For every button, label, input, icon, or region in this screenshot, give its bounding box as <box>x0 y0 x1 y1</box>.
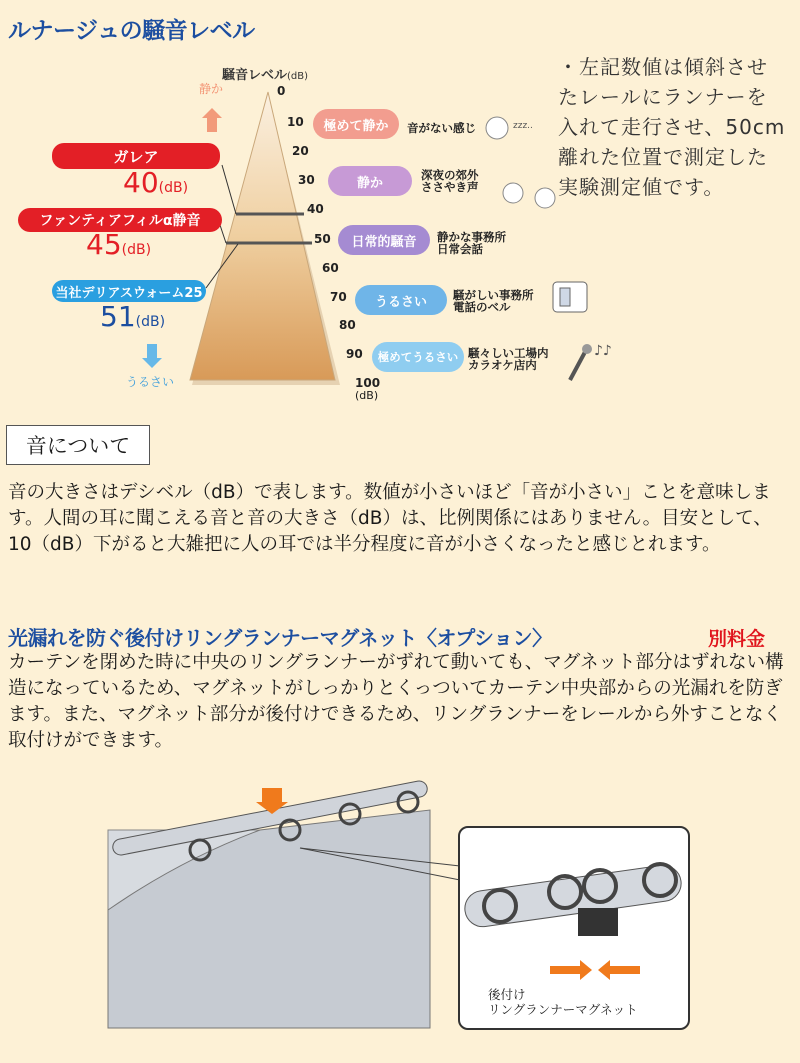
level-desc-line: 深夜の郊外 <box>421 168 479 182</box>
level-desc-line: 日常会話 <box>437 242 483 256</box>
tick-label: 100 <box>355 376 381 390</box>
product-label: 当社デリアスウォーム25 <box>52 280 206 302</box>
level-desc-line: 騒々しい工場内 <box>468 346 549 360</box>
product-label: ファンティアフィルα静音 <box>18 208 222 232</box>
tick-unit: (dB) <box>355 389 379 402</box>
level-pill: うるさい <box>355 285 447 315</box>
snore-text: zzz.. <box>513 121 533 131</box>
level-desc <box>437 231 506 255</box>
right-arrow-icon <box>598 960 640 980</box>
magnet-block <box>578 908 618 936</box>
level-desc-line: 静かな事務所 <box>437 230 506 244</box>
level-desc-line: 電話のベル <box>453 300 511 314</box>
axis-unit: (dB) <box>287 71 309 82</box>
tick-label: 30 <box>298 173 315 187</box>
product-value <box>123 166 188 199</box>
level-desc-line: カラオケ店内 <box>468 358 537 372</box>
extra-charge-tag: 別料金 <box>708 628 766 650</box>
sleeping-face-icon <box>486 117 508 139</box>
level-pill: 極めてうるさい <box>372 342 464 372</box>
level-desc-line: ささやき声 <box>421 180 479 194</box>
product-value-number: 45 <box>86 228 122 261</box>
tick-label: 90 <box>346 347 363 361</box>
magnet-label-line: 後付け <box>488 987 526 1002</box>
product-value <box>100 300 165 333</box>
product-value-number: 51 <box>100 300 136 333</box>
level-pill: 日常的騒音 <box>338 225 430 255</box>
left-arrow-icon <box>550 960 592 980</box>
loud-label: うるさい <box>126 375 175 389</box>
section-body: 音の大きさはデシベル（dB）で表します。数値が小さいほど「音が小さい」ことを意味します。人間の耳に聞こえる音と音の大きさ（dB）は、比例関係にはありません。目安として、10（dB）下がると大雑把に人の耳では半分程度に音が小さくなったと感じとれます。 <box>8 482 772 555</box>
product-value-unit: (dB) <box>158 180 189 196</box>
magnet-label-line: リングランナーマグネット <box>488 1002 638 1017</box>
tick-label: 10 <box>287 115 304 129</box>
magnet-label <box>488 987 638 1017</box>
product-value-unit: (dB) <box>135 314 166 330</box>
tick-label: 20 <box>292 144 309 158</box>
music-notes-icon: ♪♪ <box>594 343 612 359</box>
product-value-number: 40 <box>123 166 159 199</box>
pointer-galea <box>222 165 236 214</box>
up-arrow-icon <box>202 108 222 132</box>
quiet-label: 静か <box>199 82 224 96</box>
pointer-fantia <box>220 225 226 243</box>
talking-face-icon-2 <box>535 188 555 208</box>
tick-label: 50 <box>314 232 331 246</box>
level-desc: 音がない感じ <box>407 121 476 135</box>
level-pill: 極めて静か <box>313 109 399 139</box>
tick-label: 60 <box>322 261 339 275</box>
tick-label: 80 <box>339 318 356 332</box>
level-desc-line: 騒がしい事務所 <box>453 288 534 302</box>
product-label: ガレア <box>52 143 220 169</box>
measurement-note: ・左記数値は傾斜させたレールにランナーを入れて走行させ、50cm離れた位置で測定した実験測定値です。 <box>558 55 786 199</box>
axis-title-text: 騒音レベル <box>222 68 288 83</box>
tick-label: 0 <box>277 84 286 98</box>
page-title: ルナージュの騒音レベル <box>8 18 255 44</box>
down-arrow-icon <box>142 344 162 368</box>
level-pill: 静か <box>328 166 412 196</box>
section-heading: 音について <box>6 425 150 465</box>
talking-face-icon <box>503 183 523 203</box>
level-desc <box>453 289 534 313</box>
level-desc <box>421 169 479 193</box>
product-value <box>86 228 151 261</box>
level-desc <box>468 347 549 371</box>
tick-label: 40 <box>307 202 324 216</box>
product-value-unit: (dB) <box>121 242 152 258</box>
option-body: カーテンを閉めた時に中央のリングランナーがずれて動いても、マグネット部分はずれない構造になっているため、マグネットがしっかりとくっついてカーテン中央部からの光漏れを防ぎます。また、マグネット部分が後付けできるため、リングランナーをレールから外すことなく取付けができます。 <box>8 652 784 751</box>
rail-detail <box>463 863 684 929</box>
option-title: 光漏れを防ぐ後付けリングランナーマグネット〈オプション〉 <box>8 626 552 650</box>
microphone-icon <box>570 352 585 380</box>
tick-label: 70 <box>330 290 347 304</box>
